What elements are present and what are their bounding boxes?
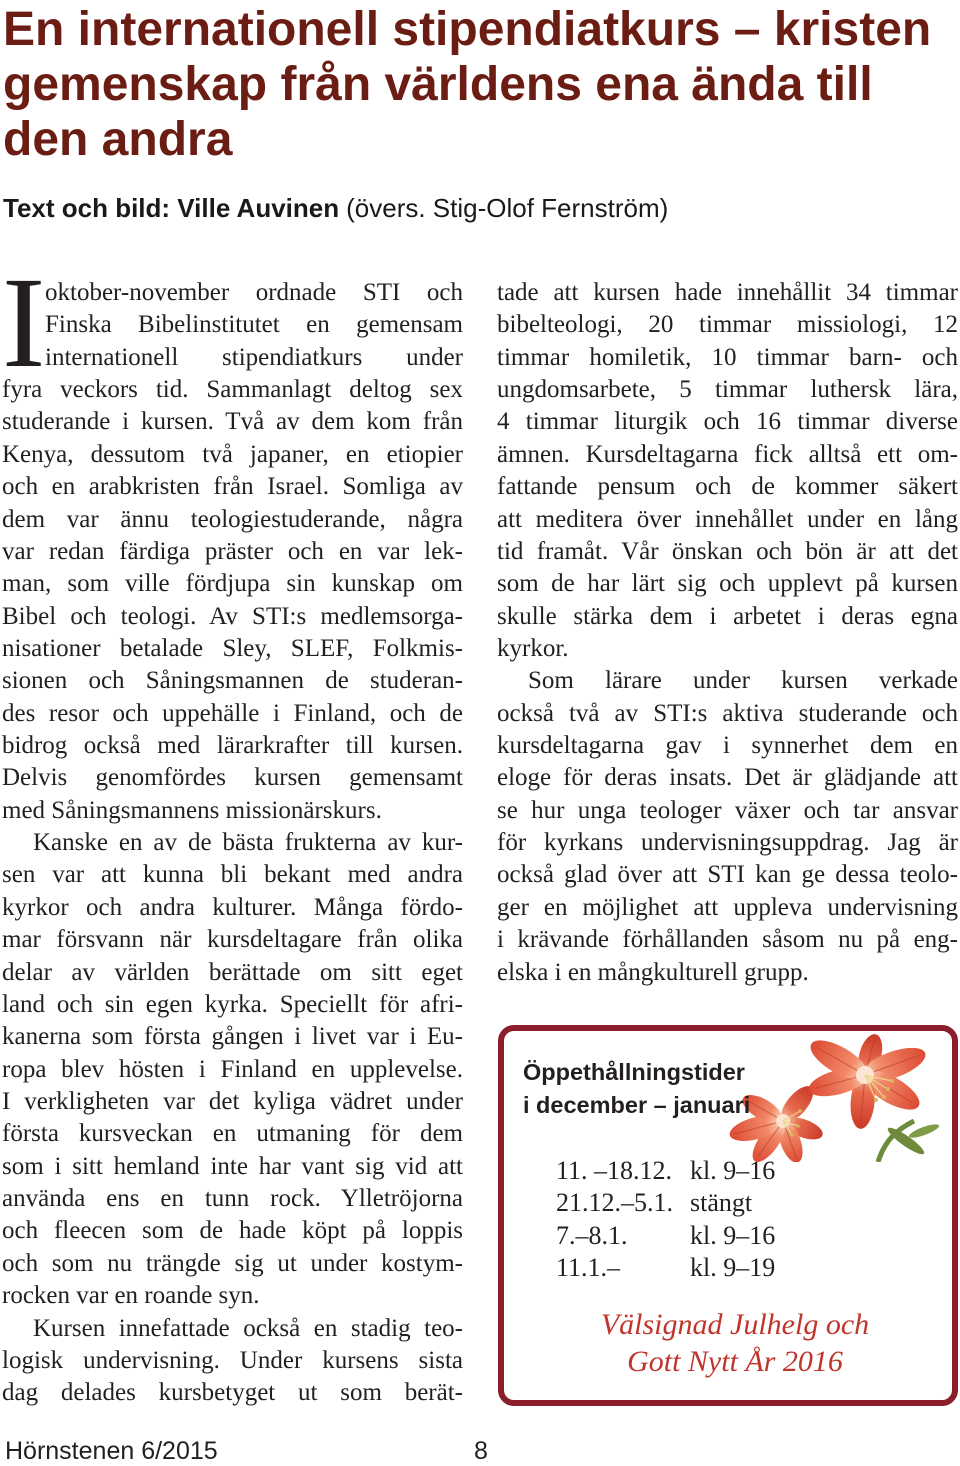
schedule-dates: 11.1.– <box>556 1253 621 1283</box>
byline-credit: Text och bild: Ville Auvinen <box>3 193 340 223</box>
body-text-line: för kyrkans undervisningsuppdrag. Jag är <box>497 829 958 857</box>
schedule-row <box>556 1187 775 1219</box>
opening-hours-schedule <box>556 1155 775 1285</box>
holiday-greeting-line: Gott Nytt År 2016 <box>627 1345 843 1378</box>
publication-issue: Hörnstenen 6/2015 <box>5 1437 218 1465</box>
body-text-line: bidrog också med lärarkrafter till kursen. <box>2 732 463 760</box>
body-text-line: använda ens en tunn rock. Ylletröjorna <box>2 1185 463 1213</box>
schedule-hours: kl. 9–16 <box>690 1220 776 1250</box>
body-text-line: Finska Bibelinstitutet en gemensam <box>45 311 463 339</box>
article-column-right <box>497 277 958 989</box>
article-title-line: den andra <box>3 113 233 166</box>
body-text-line: bibelteologi, 20 timmar missiologi, 12 <box>497 311 958 339</box>
schedule-hours: kl. 9–16 <box>690 1156 776 1185</box>
body-text-line: land och sin egen kyrka. Speciellt för afri- <box>2 990 463 1018</box>
body-text-line: också glad över att STI kan ge dessa teolo- <box>497 861 958 889</box>
body-text-line: kursdeltagarna gav i synnerhet dem en <box>497 732 958 760</box>
body-text-line: skulle stärka dem i arbetet i deras egna <box>497 602 958 630</box>
byline-translator: (övers. Stig-Olof Fernström) <box>346 193 669 223</box>
body-text-line: Bibel och teologi. Av STI:s medlemsorga- <box>2 602 463 630</box>
body-text-line: tade att kursen hade innehållit 34 timmar <box>497 279 958 306</box>
body-text-line: rocken var en roande syn. <box>2 1282 260 1310</box>
holiday-greeting <box>535 1306 935 1380</box>
body-text-line: dag delades kursbetyget ut som berät- <box>2 1379 463 1407</box>
body-text-line: också två av STI:s aktiva studerande och <box>497 699 958 727</box>
article-title <box>3 2 955 167</box>
body-text-line: sionen och Såningsmannen de studeran- <box>2 667 463 695</box>
article-title-line: gemenskap från världens ena ända till <box>3 58 873 111</box>
schedule-row <box>556 1220 775 1252</box>
opening-hours-title-line: Öppethållningstider <box>523 1059 745 1085</box>
body-text-line: tid framåt. Vår önskan och bön är att det <box>497 537 958 565</box>
body-text-line: i krävande förhållanden såsom nu på eng- <box>497 926 958 954</box>
body-text-line: sen var att kunna bli bekant med andra <box>2 861 463 889</box>
body-text-line: kanerna som första gången i livet var i Eu- <box>2 1023 463 1051</box>
body-text-line: att meditera över innehållet under en lång <box>497 505 958 533</box>
article-title-line: En internationell stipendiatkurs – kristen <box>3 3 932 56</box>
body-text-line: Kenya, dessutom två japaner, en etiopier <box>2 440 463 468</box>
body-text-line: som de har lärt sig och upplevt på kursen <box>497 570 958 598</box>
body-text-line: elska i en mångkulturell grupp. <box>497 958 809 986</box>
body-text-line: första kursveckan en utmaning för dem <box>2 1120 463 1148</box>
body-text-line: och fleecen som de hade köpt på loppis <box>2 1217 463 1245</box>
body-text-line: des resor och uppehälle i Finland, och de <box>2 699 463 727</box>
body-text-line: och som nu trängde sig ut under kostym- <box>2 1249 463 1277</box>
body-text-line: Kursen innefattade också en stadig teo- <box>33 1314 463 1342</box>
body-text-line: I verkligheten var det kyliga vädret under <box>2 1087 463 1115</box>
body-text-line: och en arabkristen från Israel. Somliga av <box>2 473 463 501</box>
body-text-line: eloge för deras insats. Det är glädjande att <box>497 764 958 792</box>
body-text-line: ämnen. Kursdeltagarna fick alltså ett om- <box>497 440 958 468</box>
body-text-line: ungdomsarbete, 5 timmar luthersk lära, <box>497 376 958 404</box>
schedule-hours: stängt <box>690 1188 753 1218</box>
body-text-line: dem var ännu teologiestuderande, några <box>2 505 463 533</box>
body-text-line: man, som ville fördjupa sin kunskap om <box>2 570 463 598</box>
body-text-line: timmar homiletik, 10 timmar barn- och <box>497 343 958 371</box>
opening-hours-title-line: i december – januari <box>523 1092 751 1118</box>
body-text-line: studerande i kursen. Två av dem kom från <box>2 408 463 436</box>
schedule-row <box>556 1252 775 1284</box>
body-text-line: delar av världen berättade om sitt eget <box>2 958 463 986</box>
body-text-line: kyrkor och andra kulturer. Många fördo- <box>2 893 463 921</box>
body-text-line: Kanske en av de bästa frukterna av kur- <box>33 829 463 857</box>
body-text-line: fyra veckors tid. Sammanlagt deltog sex <box>2 376 463 404</box>
page-number: 8 <box>474 1437 488 1465</box>
body-text-line: internationell stipendiatkurs under <box>45 343 463 371</box>
byline <box>3 191 668 225</box>
body-text-line: oktober-november ordnade STI och <box>45 279 463 306</box>
body-text-line: mar försvann när kursdeltagare från olika <box>2 926 463 954</box>
opening-hours-title <box>523 1056 750 1122</box>
schedule-dates: 21.12.–5.1. <box>556 1188 673 1218</box>
body-text-line: 4 timmar liturgik och 16 timmar diverse <box>497 408 958 436</box>
body-text-line: se hur unga teologer växer och tar ansvar <box>497 796 958 824</box>
body-text-line: Delvis genomfördes kursen gemensamt <box>2 764 463 792</box>
body-text-line: nisationer betalade Sley, SLEF, Folkmis- <box>2 634 463 662</box>
body-text-line: kyrkor. <box>497 634 569 662</box>
holiday-greeting-line: Välsignad Julhelg och <box>600 1308 870 1341</box>
body-text-line: fattande pensum och de kommer säkert <box>497 473 958 501</box>
body-text-line: ger en möjlighet att uppleva undervisning <box>497 893 958 921</box>
schedule-dates: 11. –18.12. <box>556 1156 673 1185</box>
schedule-hours: kl. 9–19 <box>690 1253 776 1283</box>
body-text-line: som i sitt hemland inte har vant sig vid att <box>2 1152 463 1180</box>
opening-hours-box <box>498 1025 958 1406</box>
article-column-left <box>2 251 463 1410</box>
body-text-line: ropa blev hösten i Finland en upplevelse. <box>2 1055 463 1083</box>
drop-cap: I <box>2 251 46 395</box>
body-text-line: Som lärare under kursen verkade <box>528 667 958 695</box>
body-text-line: med Såningsmannens missionärskurs. <box>2 796 382 824</box>
body-text-line: var redan färdiga präster och en var lek- <box>2 537 463 565</box>
schedule-dates: 7.–8.1. <box>556 1220 628 1250</box>
body-text-line: logisk undervisning. Under kursens sista <box>2 1346 463 1374</box>
